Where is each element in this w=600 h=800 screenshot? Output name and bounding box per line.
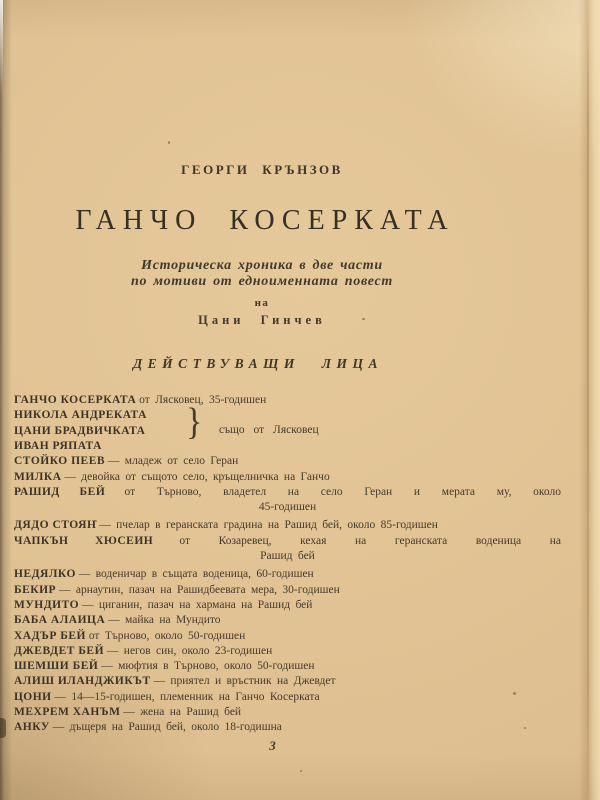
paper-speck — [168, 141, 170, 144]
character-desc: — мюфтия в Търново, около 50-годишен — [101, 660, 315, 673]
cast-line — [14, 659, 561, 674]
cast-line — [14, 454, 561, 469]
character-name: БАБА АЛАИЦА — [14, 614, 106, 627]
cast-line — [14, 720, 561, 735]
source-author: Цани Гинчев — [198, 313, 326, 327]
character-name: ГАНЧО КОСЕРКАТА — [14, 394, 137, 406]
character-desc: — девойка от същото село, кръщелничка на Ганчо — [64, 470, 330, 483]
character-name: РАШИД БЕЙ — [14, 485, 106, 498]
cast-line-continuation — [14, 500, 561, 515]
subtitle-line-2: по мотиви от едноименната повест — [131, 273, 393, 289]
play-title: ГАНЧО КОСЕРКАТА — [75, 205, 455, 236]
cast-line — [14, 644, 561, 659]
character-name: ДЯДО СТОЯН — [14, 519, 97, 532]
character-desc: — воденичар в същата воденица, 60-годишен — [78, 568, 314, 581]
character-name: ШЕМШИ БЕЙ — [14, 660, 99, 673]
character-name: МИЛКА — [14, 470, 62, 483]
character-name: АНКУ — [14, 721, 50, 734]
character-desc: от Търново, около 50-годишен — [88, 629, 246, 642]
cast-line — [14, 674, 561, 689]
character-desc: — дъщеря на Рашид бей, около 18-годишна — [52, 721, 282, 734]
character-desc: — негов син, около 23-годишен — [106, 644, 273, 657]
subtitle-line-1: Историческа хроника в две части — [141, 258, 383, 273]
character-desc: — приятел и връстник на Джевдет — [153, 675, 336, 688]
cast-brace-group — [14, 402, 561, 454]
character-desc: — майка на Мундито — [108, 614, 221, 627]
page-edge-highlight — [0, 0, 3, 95]
brace-label: също от Лясковец — [219, 424, 319, 437]
cast-line — [14, 518, 561, 533]
character-name: ХАДЪР БЕЙ — [14, 629, 86, 642]
character-name: АЛИШ ИЛАНДЖИКЪТ — [14, 675, 151, 688]
character-name: ЦОНИ — [14, 690, 52, 703]
play-subtitle — [0, 258, 524, 289]
character-desc: 45-годишен — [258, 501, 317, 514]
character-name: ДЖЕВДЕТ БЕЙ — [14, 644, 105, 657]
cast-line — [14, 583, 561, 598]
character-desc: от Търново, владетел на село Геран и мерата му, около — [124, 485, 562, 498]
character-name: БЕКИР — [14, 583, 57, 596]
cast-line — [14, 470, 561, 485]
character-desc: от Лясковец, 35-годишен — [139, 394, 267, 406]
character-name: МЕХРЕМ ХАНЪМ — [14, 706, 121, 719]
cast-line — [14, 567, 561, 582]
cast-line-continuation — [14, 549, 561, 564]
character-name: МУНДИТО — [14, 598, 80, 611]
cast-line — [14, 613, 561, 628]
character-desc: — циганин, пазач на хармана на Рашид бей — [81, 598, 313, 611]
page-number: 3 — [269, 738, 276, 753]
character-desc: — младеж от село Геран — [107, 455, 239, 468]
character-desc: — пчелар в геранската градина на Рашид бей, около 85-годишен — [99, 519, 438, 532]
character-desc: Рашид бей — [260, 550, 315, 563]
cast-line — [14, 705, 561, 720]
character-desc: от Козаревец, кехая на геранската воденица на — [179, 534, 562, 547]
paper-speck — [300, 770, 302, 772]
character-name: ЧАПКЪН ХЮСЕИН — [14, 534, 154, 547]
character-name: ЦАНИ БРАДВИЧКАТА — [14, 424, 146, 437]
character-desc: — арнаутин, пазач на Рашидбеевата мера, 30-годишен — [58, 583, 340, 596]
character-name: ИВАН РЯПАТА — [14, 439, 102, 452]
character-desc: — 14—15-годишен, племенник на Ганчо Косерката — [54, 690, 320, 703]
cast-line — [14, 598, 561, 613]
cast-line — [14, 485, 561, 500]
character-name: СТОЙКО ПЕЕВ — [14, 455, 106, 468]
byline: на — [254, 297, 270, 309]
cast-list — [14, 393, 561, 736]
cast-heading: ДЕЙСТВУВАЩИ ЛИЦА — [132, 356, 384, 371]
character-desc: — жена на Рашид бей — [123, 706, 242, 719]
character-name: НЕДЯЛКО — [14, 568, 76, 581]
page-edge-crease — [587, 0, 589, 800]
character-name: НИКОЛА АНДРЕКАТА — [14, 409, 147, 422]
play-author: ГЕОРГИ КРЪНЗОВ — [181, 162, 343, 177]
cast-line — [14, 629, 561, 644]
ink-blot — [0, 718, 6, 738]
cast-line — [14, 393, 561, 408]
cast-line — [14, 690, 561, 705]
cast-line — [14, 534, 561, 549]
brace-glyph: } — [186, 402, 203, 444]
